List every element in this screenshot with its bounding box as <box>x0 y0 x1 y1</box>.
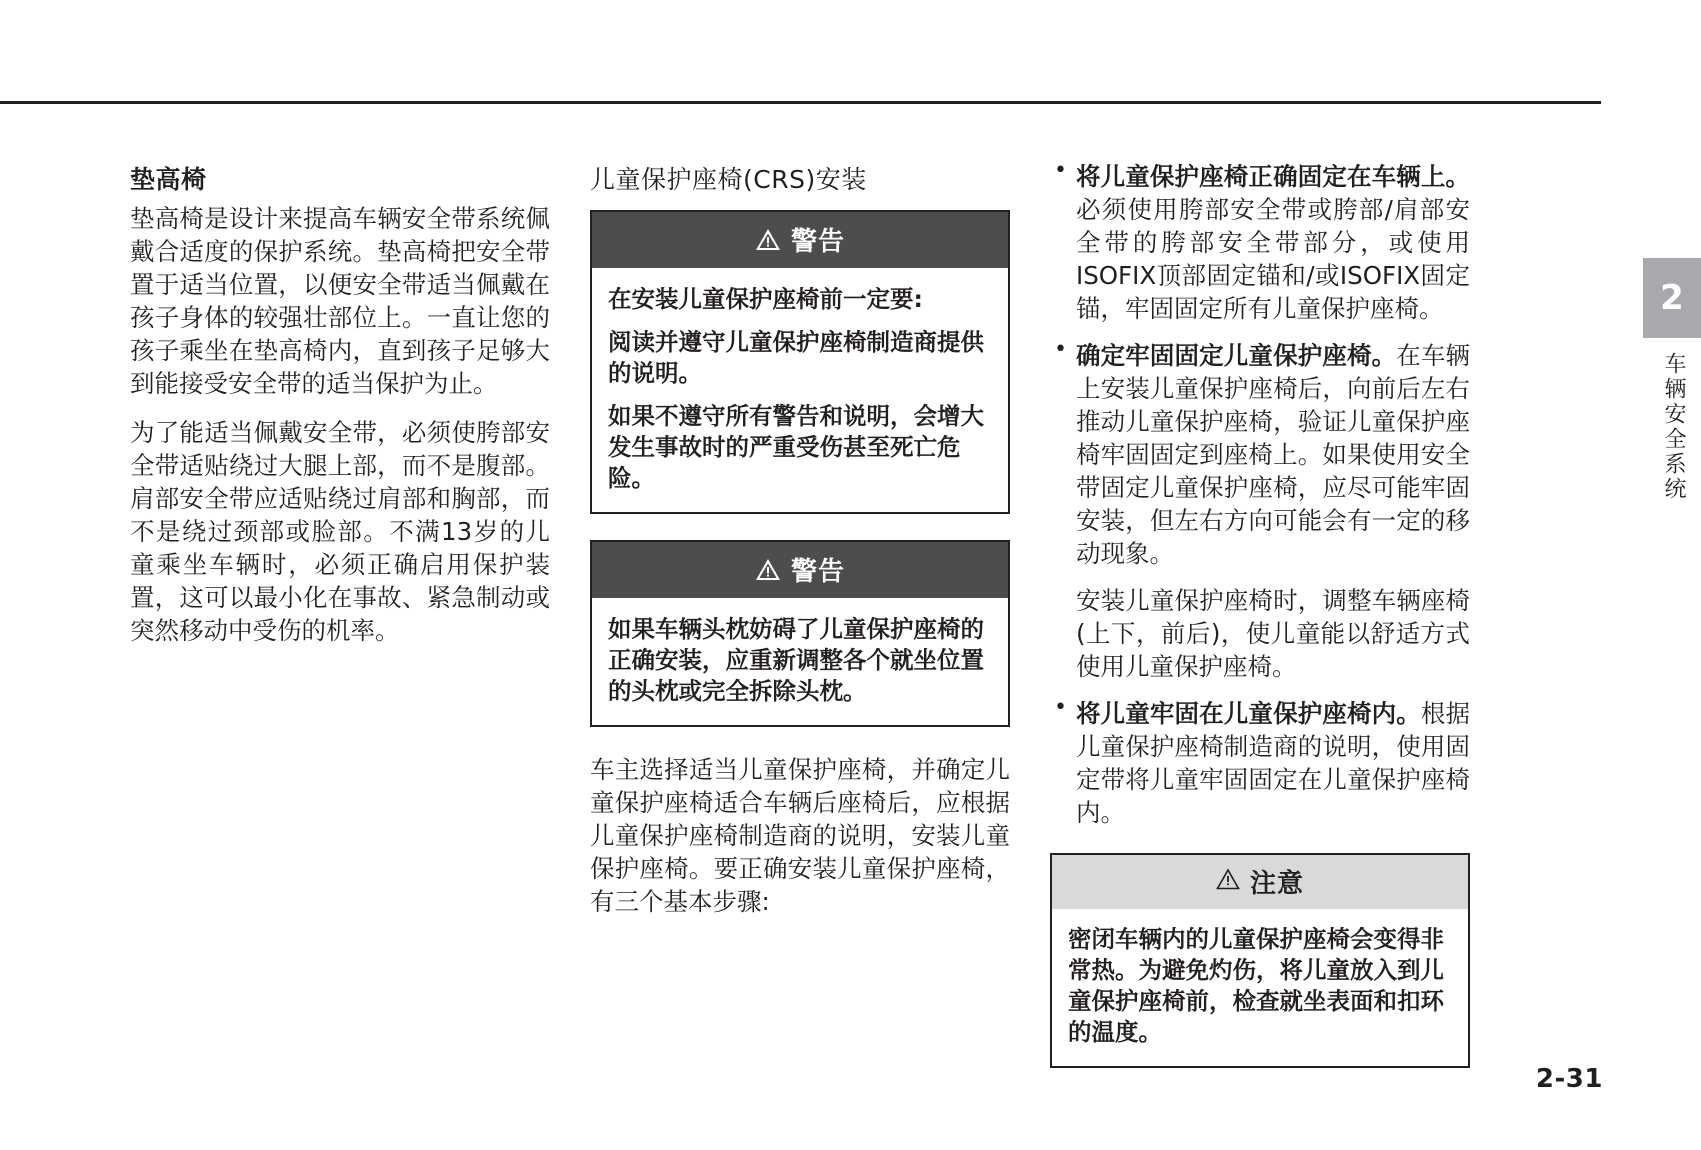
section-heading-crs-install: 儿童保护座椅(CRS)安装 <box>590 165 867 194</box>
warning-box-1-line-3: 如果不遵守所有警告和说明，会增大发生事故时的严重受伤甚至死亡危险。 <box>608 402 984 492</box>
crs-steps-list <box>1050 160 1470 829</box>
column-left <box>130 160 550 1068</box>
crs-step-1-bold: 将儿童保护座椅正确固定在车辆上。 <box>1076 162 1470 191</box>
warning-box-2-header <box>592 542 1008 598</box>
warning-triangle-icon <box>755 558 781 581</box>
crs-step-3-rest: 根据儿童保护座椅制造商的说明，使用固定带将儿童牢固固定在儿童保护座椅内。 <box>1076 699 1471 827</box>
chapter-tab-label: 车辆安全系统 <box>1661 352 1686 502</box>
warning-box-2-line-1: 如果车辆头枕妨碍了儿童保护座椅的正确安装，应重新调整各个就坐位置的头枕或完全拆除头枕。 <box>608 615 984 705</box>
warning-box-1-body <box>592 268 1008 512</box>
warning-box-1-line-1: 在安装儿童保护座椅前一定要: <box>608 285 923 313</box>
warning-box-1 <box>590 210 1010 514</box>
caution-triangle-icon <box>1216 867 1240 897</box>
caution-box-header <box>1052 855 1468 909</box>
caution-box-body <box>1052 909 1468 1066</box>
warning-box-2-title: 警告 <box>790 557 845 587</box>
list-item <box>1050 339 1470 683</box>
crs-step-3-bold: 将儿童牢固在儿童保护座椅内。 <box>1076 699 1421 728</box>
page-columns <box>130 160 1600 1068</box>
list-item <box>1050 160 1470 325</box>
paragraph-crs-steps-intro: 车主选择适当儿童保护座椅，并确定儿童保护座椅适合车辆后座椅后，应根据儿童保护座椅制造商的说明，安装儿童保护座椅。要正确安装儿童保护座椅，有三个基本步骤: <box>590 755 1010 916</box>
crs-step-2-rest: 在车辆上安装儿童保护座椅后，向前后左右推动儿童保护座椅，验证儿童保护座椅牢固固定到座椅上。如果使用安全带固定儿童保护座椅，应尽可能牢固安装，但左右方向可能会有一定的移动现象。 <box>1076 341 1471 568</box>
warning-box-2 <box>590 540 1010 727</box>
column-middle <box>590 160 1010 1068</box>
page-number: 2-31 <box>1535 1064 1603 1094</box>
column-right <box>1050 160 1470 1068</box>
crs-step-3-text <box>1076 697 1470 829</box>
crs-step-2-bold: 确定牢固固定儿童保护座椅。 <box>1076 341 1397 370</box>
header-rule <box>0 101 1601 104</box>
warning-box-1-line-2: 阅读并遵守儿童保护座椅制造商提供的说明。 <box>608 328 984 387</box>
paragraph-booster-1: 垫高椅是设计来提高车辆安全带系统佩戴合适度的保护系统。垫高椅把安全带置于适当位置，以便安全带适当佩戴在孩子身体的较强壮部位上。一直让您的孩子乘坐在垫高椅内，直到孩子足够大到能接受安全带的适当保护为止。 <box>130 204 550 398</box>
warning-box-1-header <box>592 212 1008 268</box>
caution-box <box>1050 853 1470 1068</box>
chapter-tab-number: 2 <box>1643 258 1701 338</box>
crs-step-1-rest: 必须使用胯部安全带或胯部/肩部安全带的胯部安全带部分，或使用ISOFIX顶部固定锚和/或ISOFIX固定锚，牢固固定所有儿童保护座椅。 <box>1076 195 1470 323</box>
crs-step-2-subparagraph: 安装儿童保护座椅时，调整车辆座椅(上下，前后)，使儿童能以舒适方式使用儿童保护座椅。 <box>1076 586 1470 681</box>
crs-step-2-text <box>1076 339 1470 570</box>
list-item <box>1050 697 1470 829</box>
paragraph-booster-2: 为了能适当佩戴安全带，必须使胯部安全带适贴绕过大腿上部，而不是腹部。肩部安全带应适贴绕过肩部和胸部，而不是绕过颈部或脸部。不满13岁的儿童乘坐车辆时，必须正确启用保护装置，这可以最小化在事故、紧急制动或突然移动中受伤的机率。 <box>130 418 550 645</box>
caution-box-title: 注意 <box>1249 869 1304 899</box>
section-heading-booster-seat: 垫高椅 <box>130 165 207 194</box>
warning-triangle-icon <box>755 228 781 251</box>
warning-box-1-title: 警告 <box>790 227 845 257</box>
crs-step-1-text <box>1076 160 1470 325</box>
warning-box-2-body <box>592 598 1008 725</box>
caution-box-line-1: 密闭车辆内的儿童保护座椅会变得非常热。为避免灼伤，将儿童放入到儿童保护座椅前，检查就坐表面和扣环的温度。 <box>1068 925 1444 1046</box>
